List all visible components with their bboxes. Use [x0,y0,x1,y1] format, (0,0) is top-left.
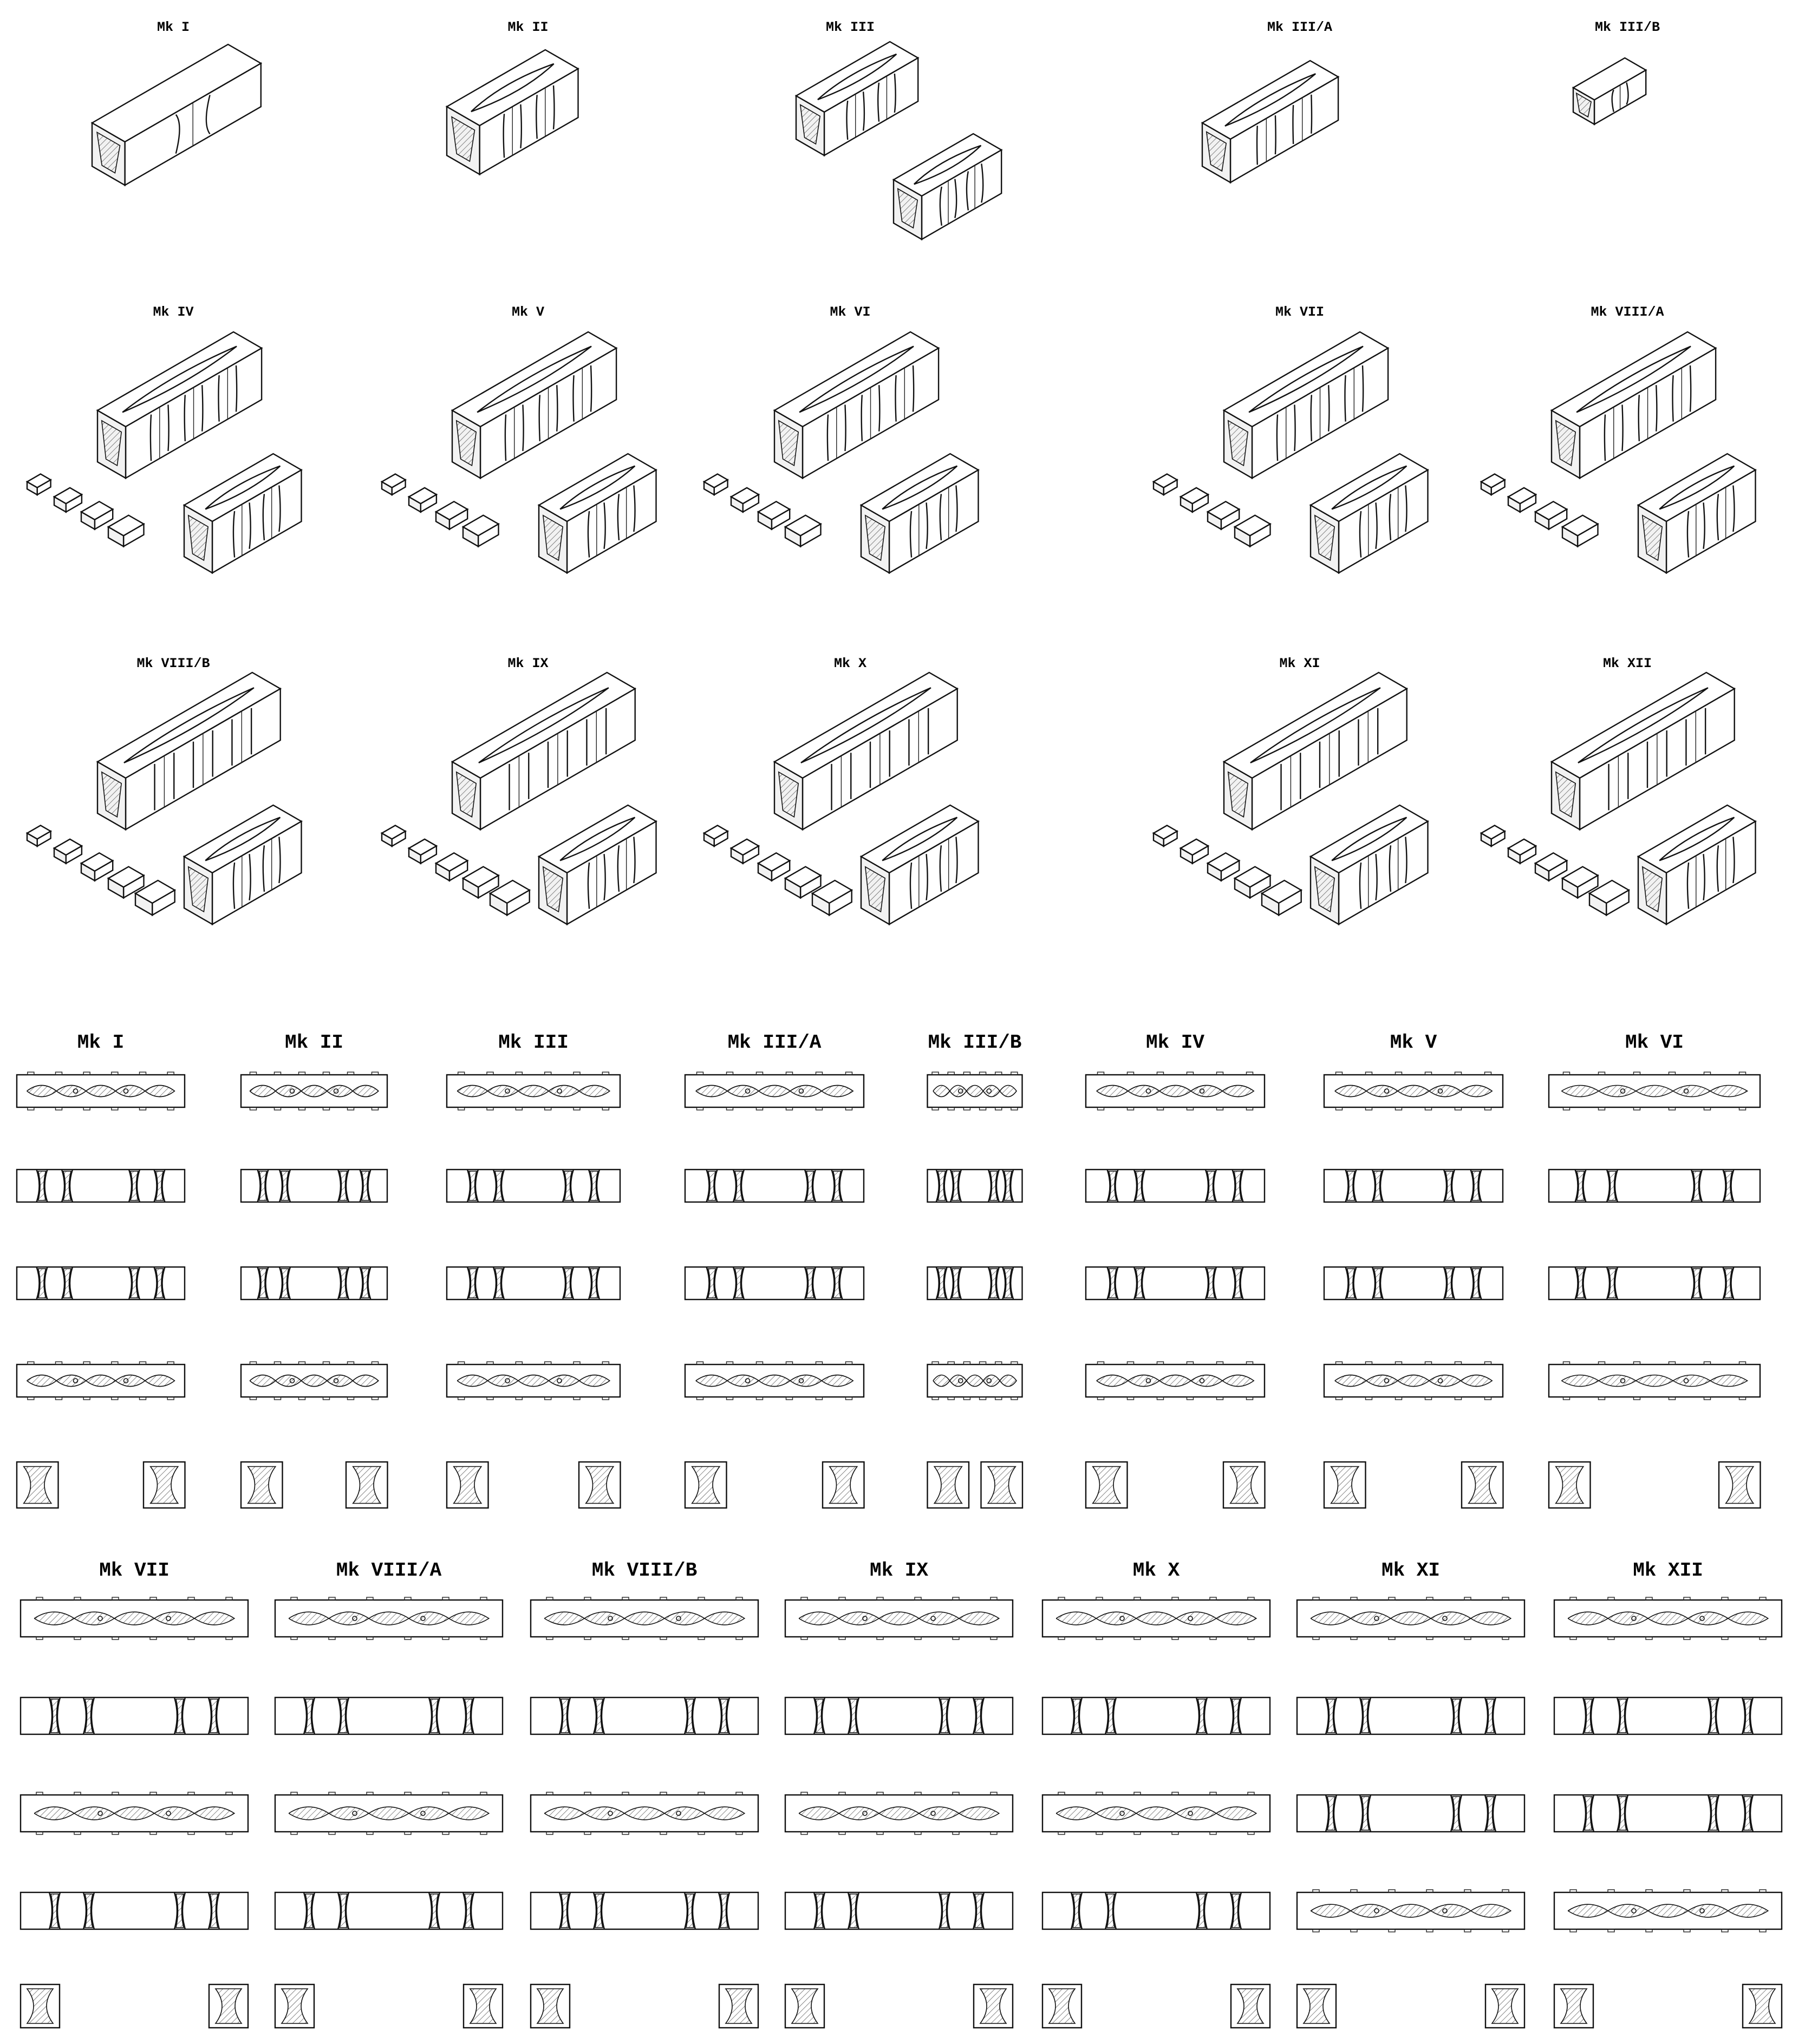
ammunition-piece [108,515,144,547]
end-view-left [447,1462,488,1508]
end-view-left [1297,1984,1336,2028]
end-view-right [823,1462,864,1508]
end-view-left [241,1462,283,1508]
plan-view [17,1362,185,1400]
plan-view [21,1597,248,1640]
ortho-title: Mk III [498,1031,569,1054]
side-elevation [1086,1170,1265,1202]
side-elevation [1042,1892,1270,1929]
side-elevation [1297,1795,1524,1832]
ortho-figure-mk-iii-b [928,1031,1023,1508]
ortho-figure-mk-ix [785,1559,1013,2028]
plan-view [17,1072,185,1110]
side-elevation [447,1267,620,1299]
ammunition-piece [463,515,499,547]
iso-title: Mk VII [1275,304,1325,320]
iso-title: Mk XII [1602,656,1652,671]
ammunition-piece [436,501,467,529]
mold-block-lower [539,454,656,573]
iso-title: Mk X [833,656,867,671]
iso-figure-mk-v [382,304,656,573]
ortho-figure-mk-vii [21,1559,248,2028]
ortho-title: Mk VII [99,1559,170,1582]
ammunition-piece [409,839,436,864]
ortho-figure-mk-viii-b [531,1559,758,2028]
ammunition-piece [436,853,467,880]
mold-block-lower [1638,454,1756,573]
side-elevation [785,1697,1013,1734]
end-view-left [785,1984,824,2028]
ammunition-piece [81,501,113,529]
mold-block-lower [861,805,979,924]
mold-block [92,44,261,185]
end-view-left [21,1984,60,2028]
ortho-figure-mk-viii-a [275,1559,503,2028]
ammunition-piece [1508,488,1536,512]
ortho-figure-mk-v [1324,1031,1503,1508]
ortho-figure-mk-vi [1549,1031,1761,1508]
ammunition-piece [1481,825,1505,846]
ammunition-piece [1154,474,1177,494]
plan-view [275,1597,503,1640]
ammunition-piece [1181,488,1208,512]
side-elevation [1324,1267,1503,1299]
iso-figure-mk-ii [447,19,578,174]
ortho-figure-mk-iv [1086,1031,1265,1508]
iso-figure-mk-x [704,656,979,924]
side-elevation [275,1697,503,1734]
end-view-right [1485,1984,1524,2028]
plan-view [447,1362,620,1400]
ortho-figure-mk-iii [447,1031,621,1508]
mold-block-lower [539,805,656,924]
end-view-right [464,1984,503,2028]
end-view-left [1554,1984,1593,2028]
mold-block-lower [184,805,302,924]
plan-view [21,1792,248,1834]
plan-view [1042,1792,1270,1834]
side-elevation [1086,1267,1265,1299]
plan-view [531,1597,758,1640]
ammunition-piece [27,474,51,494]
plan-view [928,1362,1022,1400]
iso-figure-mk-iii-a [1202,19,1338,182]
side-elevation [785,1892,1013,1929]
ortho-title: Mk X [1132,1559,1180,1582]
iso-title: Mk V [511,304,545,320]
mold-block [1202,61,1338,182]
mold-block-lower [184,454,302,573]
mold-block-upper [796,42,918,155]
iso-title: Mk III/B [1594,19,1660,35]
ammunition-piece [1181,839,1208,864]
mold-block-upper [1552,672,1735,830]
plan-view [785,1792,1013,1834]
side-elevation [1549,1170,1760,1202]
end-view-right [1231,1984,1270,2028]
iso-figure-mk-ix [382,656,656,924]
ammunition-piece [81,853,113,880]
end-view-left [685,1462,727,1508]
end-view-right [346,1462,388,1508]
ortho-figure-mk-i [17,1031,185,1508]
end-view-right [1462,1462,1503,1508]
side-elevation [1297,1697,1524,1734]
end-view-left [531,1984,570,2028]
ortho-title: Mk VIII/A [336,1559,442,1582]
mold-block-upper [97,672,281,830]
end-view-right [579,1462,621,1508]
ammunition-piece [731,839,759,864]
mold-block-upper [1552,332,1716,478]
end-view-left [1086,1462,1128,1508]
mold-block-lower [861,454,979,573]
mold-block-upper [97,332,262,478]
ammunition-piece [704,474,728,494]
end-view-left [1324,1462,1366,1508]
ortho-title: Mk XII [1633,1559,1703,1582]
ortho-title: Mk IV [1145,1031,1205,1054]
plan-view [1297,1597,1524,1640]
mold-block-lower [894,134,1001,239]
side-elevation [17,1267,185,1299]
plan-view [1549,1362,1760,1400]
plan-view [928,1072,1022,1110]
iso-figure-mk-iii-b [1573,19,1660,125]
isometric-views [27,19,1756,924]
iso-figure-mk-vi [704,304,979,573]
ammunition-piece [1208,501,1239,529]
end-view-right [974,1984,1013,2028]
end-view-right [1719,1462,1761,1508]
plan-view [531,1792,758,1834]
side-elevation [17,1170,185,1202]
ortho-title: Mk VI [1625,1031,1684,1054]
ortho-figure-mk-x [1042,1559,1270,2028]
iso-figure-mk-iv [27,304,302,573]
iso-title: Mk VI [830,304,871,320]
ammunition-piece [54,839,82,864]
side-elevation [241,1170,387,1202]
end-view-right [1223,1462,1265,1508]
plan-view [1554,1597,1782,1640]
ammunition-piece [382,474,406,494]
iso-figure-mk-xii [1481,656,1756,924]
ammunition-piece [1562,515,1598,547]
end-view-left [1549,1462,1591,1508]
ammunition-piece [1535,853,1567,880]
iso-figure-mk-iii [796,19,1001,239]
ortho-figure-mk-xi [1297,1559,1524,2028]
ammunition-piece [1535,501,1567,529]
ammunition-piece [1235,515,1270,547]
ammunition-piece [1481,474,1505,494]
orthographic-views [17,1031,1782,2028]
side-elevation [928,1267,1022,1299]
ortho-title: Mk VIII/B [591,1559,698,1582]
end-view-right [144,1462,185,1508]
iso-title: Mk II [507,19,549,35]
plan-view [1324,1072,1503,1110]
ammunition-piece [758,853,790,880]
plan-view [1086,1362,1265,1400]
iso-figure-mk-viii-b [27,656,302,924]
end-view-right [1743,1984,1782,2028]
mold-block [1573,58,1646,125]
plan-view [1554,1890,1782,1932]
mold-block [447,50,578,174]
iso-title: Mk XI [1279,656,1320,671]
iso-title: Mk IV [153,304,194,320]
plan-view [1549,1072,1760,1110]
ortho-title: Mk XI [1381,1559,1441,1582]
iso-title: Mk IX [507,656,549,671]
plan-view [1297,1890,1524,1932]
side-elevation [1554,1697,1782,1734]
iso-figure-mk-xi [1154,656,1428,924]
plan-view [447,1072,620,1110]
iso-figure-mk-i [92,19,261,185]
ammunition-piece [54,488,82,512]
ammunition-piece [409,488,436,512]
end-view-right [719,1984,758,2028]
ammunition-piece [704,825,728,846]
ortho-title: Mk IX [869,1559,929,1582]
iso-title: Mk III/A [1267,19,1333,35]
ammunition-piece [1508,839,1536,864]
end-view-left [1042,1984,1081,2028]
side-elevation [275,1892,503,1929]
plan-view [1042,1597,1270,1640]
iso-title: Mk III [825,19,875,35]
end-view-left [928,1462,969,1508]
iso-figure-mk-vii [1154,304,1428,573]
side-elevation [1554,1795,1782,1832]
side-elevation [531,1697,758,1734]
ortho-title: Mk I [77,1031,125,1054]
side-elevation [21,1892,248,1929]
plan-view [685,1362,864,1400]
mold-block-upper [1224,672,1407,830]
plan-view [241,1072,387,1110]
iso-title: Mk VIII/A [1591,304,1664,320]
ammunition-piece [27,825,51,846]
end-view-right [981,1462,1023,1508]
plan-view [785,1597,1013,1640]
side-elevation [1324,1170,1503,1202]
ammunition-piece [1154,825,1177,846]
iso-title: Mk I [157,19,190,35]
mold-block-upper [774,332,939,478]
mold-block-upper [452,672,635,830]
side-elevation [531,1892,758,1929]
iso-figure-mk-viii-a [1481,304,1756,573]
plan-view [275,1792,503,1834]
side-elevation [685,1267,864,1299]
side-elevation [928,1170,1022,1202]
side-elevation [685,1170,864,1202]
mold-block-lower [1638,805,1756,924]
plan-view [685,1072,864,1110]
ortho-figure-mk-iii-a [685,1031,864,1508]
ammunition-piece [1208,853,1239,880]
side-elevation [241,1267,387,1299]
ortho-figure-mk-xii [1554,1559,1782,2028]
side-elevation [1042,1697,1270,1734]
ortho-title: Mk III/A [727,1031,822,1054]
ortho-title: Mk II [284,1031,344,1054]
ammunition-piece [382,825,406,846]
mold-block-lower [1311,454,1428,573]
end-view-left [17,1462,58,1508]
end-view-right [209,1984,248,2028]
side-elevation [1549,1267,1760,1299]
ortho-title: Mk V [1390,1031,1437,1054]
mold-block-lower [1311,805,1428,924]
plan-view [241,1362,387,1400]
plan-view [1086,1072,1265,1110]
side-elevation [21,1697,248,1734]
mold-block-upper [452,332,616,478]
mold-block-upper [1224,332,1388,478]
ammunition-piece [731,488,759,512]
end-view-left [275,1984,314,2028]
ortho-figure-mk-ii [241,1031,388,1508]
plan-view [1324,1362,1503,1400]
iso-title: Mk VIII/B [136,656,210,671]
ammunition-piece [758,501,790,529]
ortho-title: Mk III/B [928,1031,1022,1054]
mold-block-upper [774,672,957,830]
ammunition-piece [785,515,821,547]
side-elevation [447,1170,620,1202]
